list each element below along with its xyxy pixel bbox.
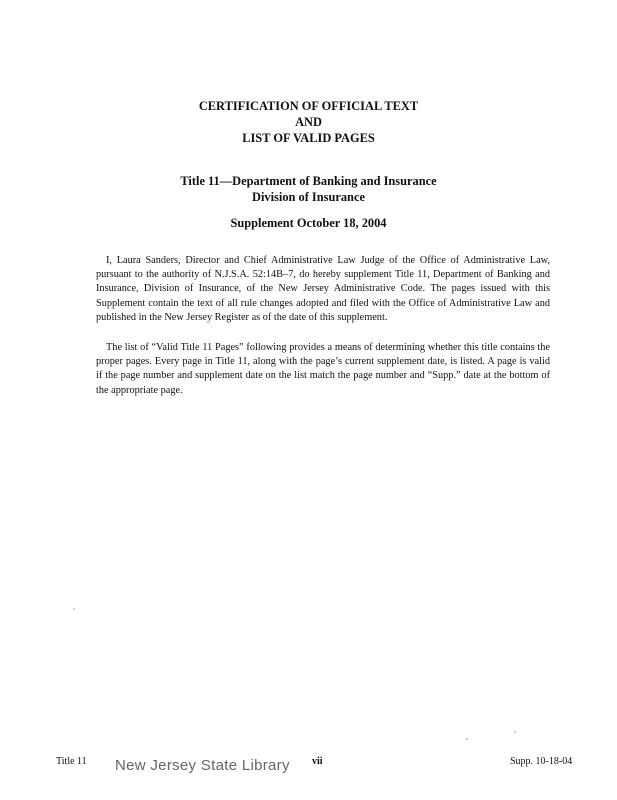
scan-speck — [73, 608, 75, 610]
certification-paragraph — [96, 254, 550, 325]
title-line-1: Title 11—Department of Banking and Insurance — [180, 174, 437, 188]
heading-line-2: AND — [295, 115, 322, 129]
scan-speck — [514, 731, 516, 733]
title-heading — [0, 173, 617, 205]
footer-supplement-date: Supp. 10-18-04 — [510, 756, 573, 767]
scan-speck — [466, 738, 468, 740]
heading-line-1: CERTIFICATION OF OFFICIAL TEXT — [198, 99, 419, 113]
footer-title: Title 11 — [56, 756, 87, 767]
paragraph-2: The list of “Valid Title 11 Pages” following provides a means of determining whether this title contains the proper pages. Every page in Title 11, along with the page’s current supplement date, is listed. A page is valid if the page number and supplement date on the list match the page number and “Supp.” date at the bottom of the appropriate page. — [96, 342, 550, 396]
library-stamp: New Jersey State Library — [115, 757, 290, 774]
title-line-2: Division of Insurance — [252, 190, 365, 204]
certification-heading — [0, 98, 617, 146]
valid-pages-paragraph — [96, 341, 550, 398]
page-number: vii — [312, 756, 323, 767]
supplement-heading — [0, 215, 617, 231]
heading-line-3: LIST OF VALID PAGES — [242, 131, 375, 145]
paragraph-1: I, Laura Sanders, Director and Chief Administrative Law Judge of the Office of Administrative Law, pursuant to the authority of N.J.S.A. 52:14B–7, do hereby supplement Title 11, Department of Banking and Insurance, Division of Insurance, of the New Jersey Administrative Code. The pages issued with this Supplement contain the text of all rule changes adopted and filed with the Office of Administrative Law and published in the New Jersey Register as of the date of this supplement. — [96, 255, 550, 323]
supplement-date: Supplement October 18, 2004 — [230, 216, 387, 230]
